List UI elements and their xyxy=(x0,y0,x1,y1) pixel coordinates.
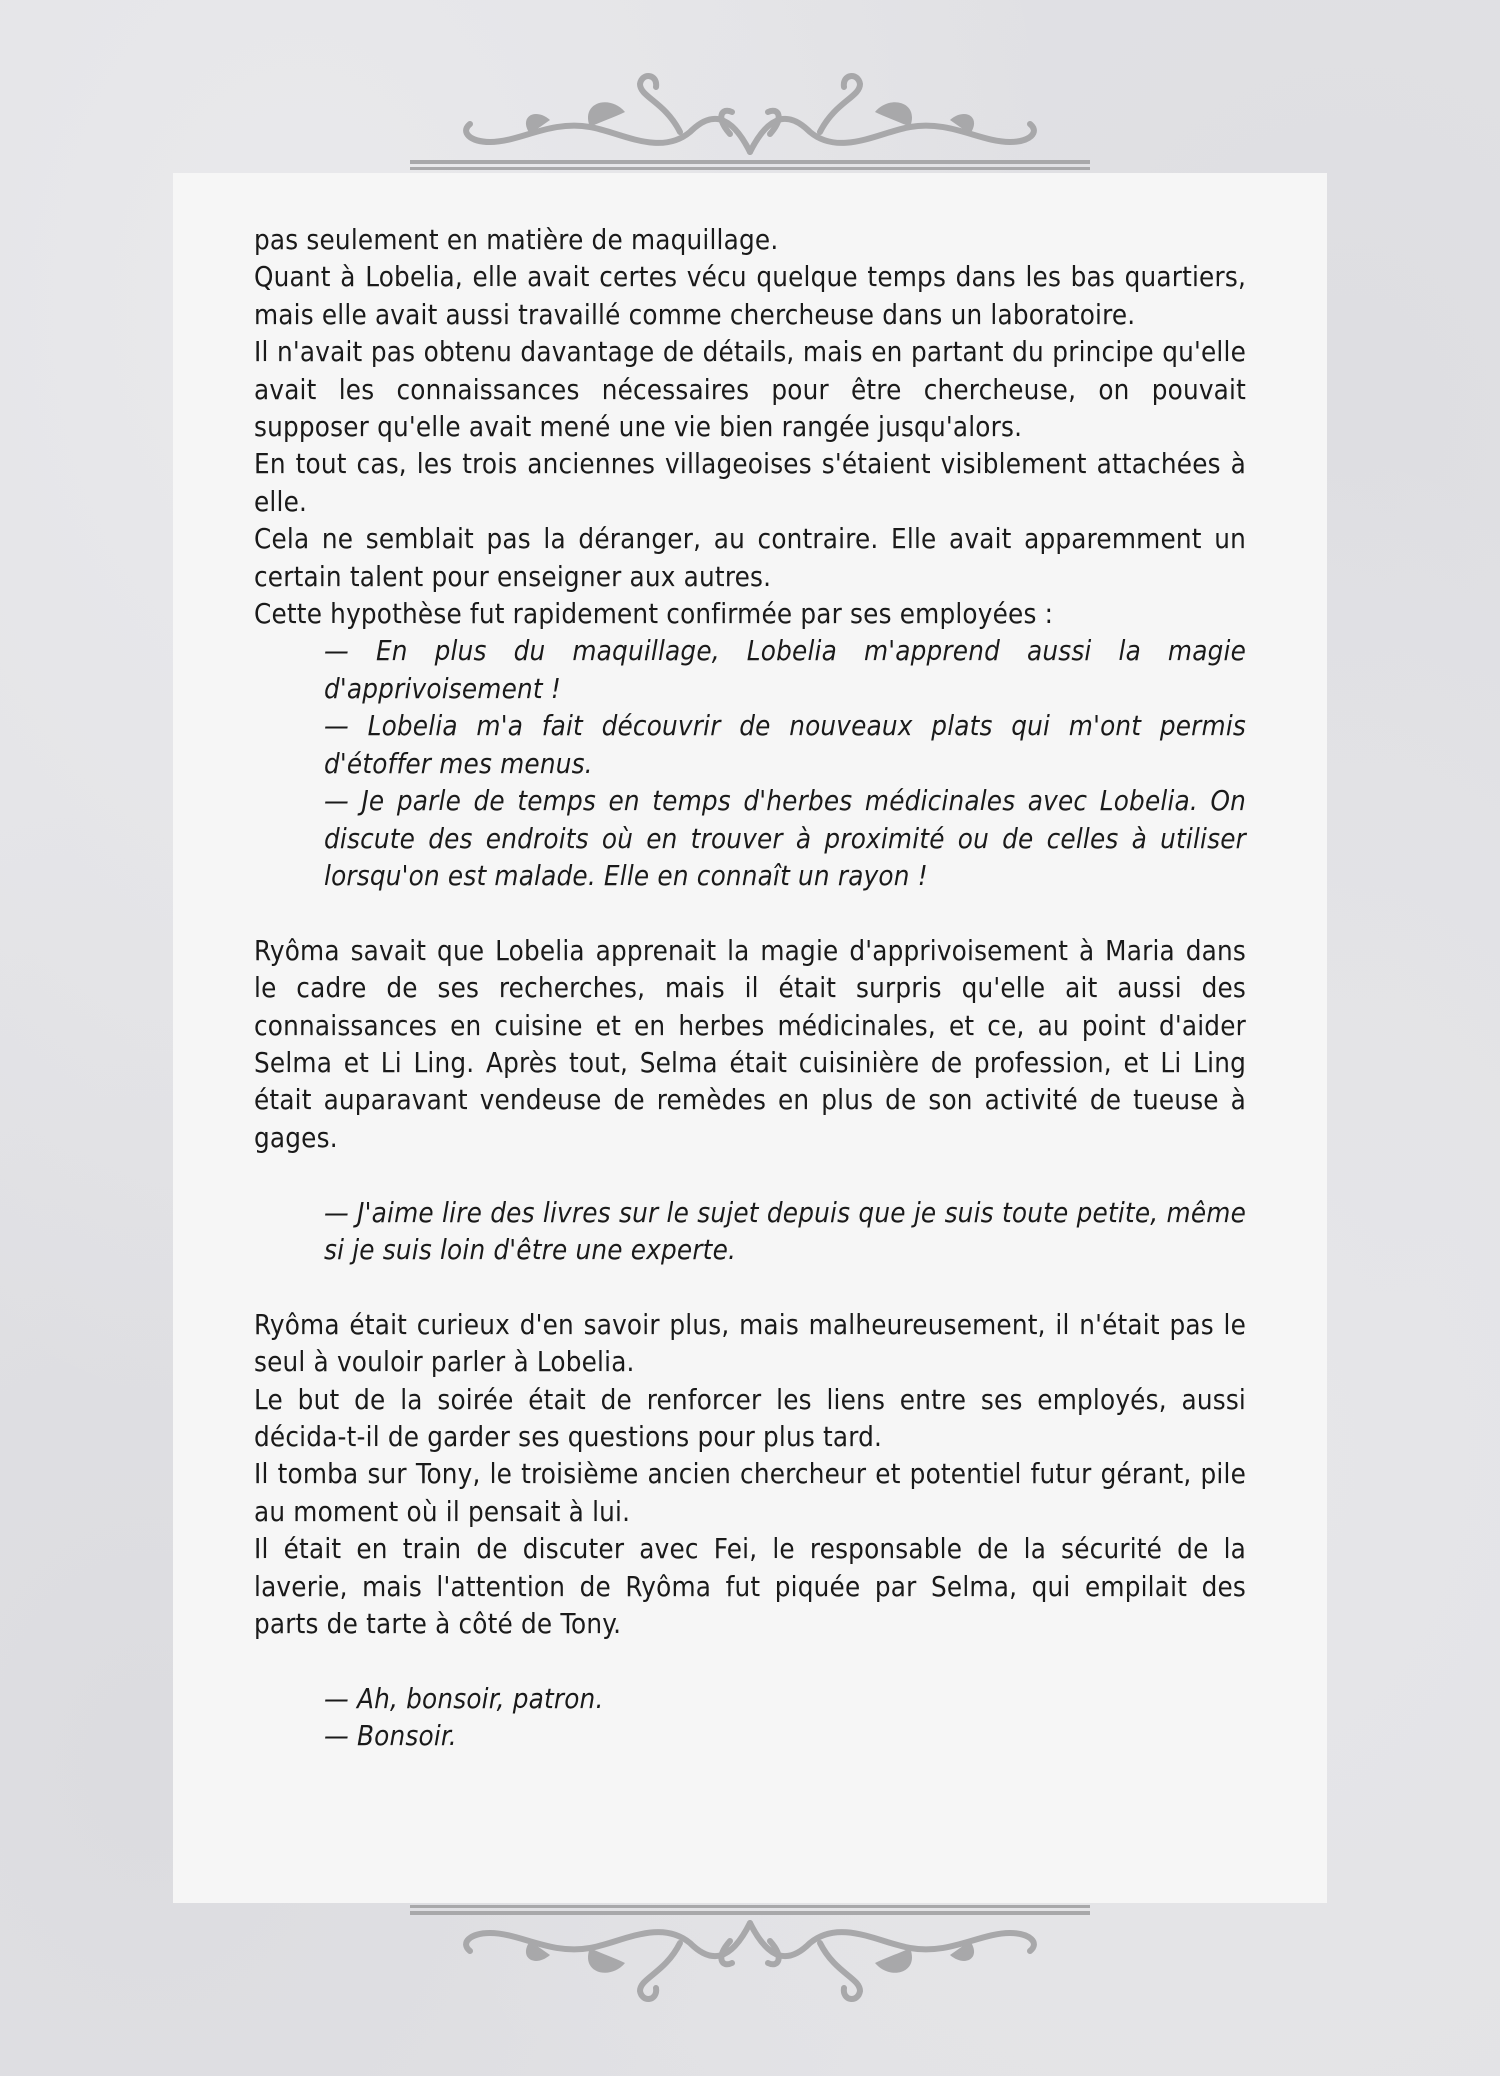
narration-paragraph: Ryôma était curieux d'en savoir plus, mais malheureusement, il n'était pas le seul à vouloir parler à Lobelia. xyxy=(254,1308,1246,1379)
dialog-line: — En plus du maquillage, Lobelia m'apprend aussi la magie d'apprivoisement ! xyxy=(324,635,1246,705)
narration-paragraph: Cette hypothèse fut rapidement confirmée par ses employées : xyxy=(254,598,1054,631)
narration-paragraph: pas seulement en matière de maquillage. xyxy=(254,224,779,256)
ornament-top-svg xyxy=(410,72,1090,172)
narration-paragraph: En tout cas, les trois anciennes villageoises s'étaient visiblement attachées à elle. xyxy=(254,448,1246,518)
paragraph-gap xyxy=(254,1157,1246,1194)
narration-paragraph: Cela ne semblait pas la déranger, au contraire. Elle avait apparemment un certain talent pour enseigner aux autres. xyxy=(254,523,1246,593)
paragraph-gap xyxy=(254,1269,1246,1306)
flourish-bottom-icon xyxy=(410,1903,1090,2003)
dialog-line: — Lobelia m'a fait découvrir de nouveaux plats qui m'ont permis d'étoffer mes menus. xyxy=(324,710,1246,780)
flourish-top-icon xyxy=(410,72,1090,172)
narration-paragraph: Le but de la soirée était de renforcer les liens entre ses employés, aussi décida-t-il de garder ses questions pour plus tard. xyxy=(254,1383,1246,1453)
dialog-line: — Bonsoir. xyxy=(324,1720,457,1753)
paragraph-gap xyxy=(254,1643,1246,1680)
narration-paragraph: Il n'avait pas obtenu davantage de détails, mais en partant du principe qu'elle avait les connaissances nécessaires pour être chercheuse, on pouvait supposer qu'elle avait mené une vie bien rangée jusqu'alors. xyxy=(254,336,1246,444)
chapter-text xyxy=(254,222,1246,1756)
narration-paragraph: Quant à Lobelia, elle avait certes vécu quelque temps dans les bas quartiers, mais elle avait aussi travaillé comme chercheuse dans un laboratoire. xyxy=(254,261,1246,331)
narration-paragraph: Ryôma savait que Lobelia apprenait la magie d'apprivoisement à Maria dans le cadre de ses recherches, mais il était surpris qu'elle ait aussi des connaissances en cuisine et en herbes médicinales, et ce, au point d'aider Selma et Li Ling. Après tout, Selma était cuisinière de profession, et Li Ling était auparavant vendeuse de remèdes en plus de son activité de tueuse à gages. xyxy=(254,934,1246,1154)
narration-paragraph: Il tomba sur Tony, le troisième ancien chercheur et potentiel futur gérant, pile au moment où il pensait à lui. xyxy=(254,1458,1246,1528)
dialog-line: — Je parle de temps en temps d'herbes médicinales avec Lobelia. On discute des endroits où en trouver à proximité ou de celles à utiliser lorsqu'on est malade. Elle en connaît un rayon ! xyxy=(324,785,1246,892)
narration-paragraph: Il était en train de discuter avec Fei, le responsable de la sécurité de la laverie, mais l'attention de Ryôma fut piquée par Selma, qui empilait des parts de tarte à côté de Tony. xyxy=(254,1533,1246,1640)
paragraph-gap xyxy=(254,895,1246,932)
ornament-bottom-svg xyxy=(410,1903,1090,2003)
dialog-line: — J'aime lire des livres sur le sujet depuis que je suis toute petite, même si je suis loin d'être une experte. xyxy=(324,1196,1246,1266)
dialog-line: — Ah, bonsoir, patron. xyxy=(324,1682,604,1715)
